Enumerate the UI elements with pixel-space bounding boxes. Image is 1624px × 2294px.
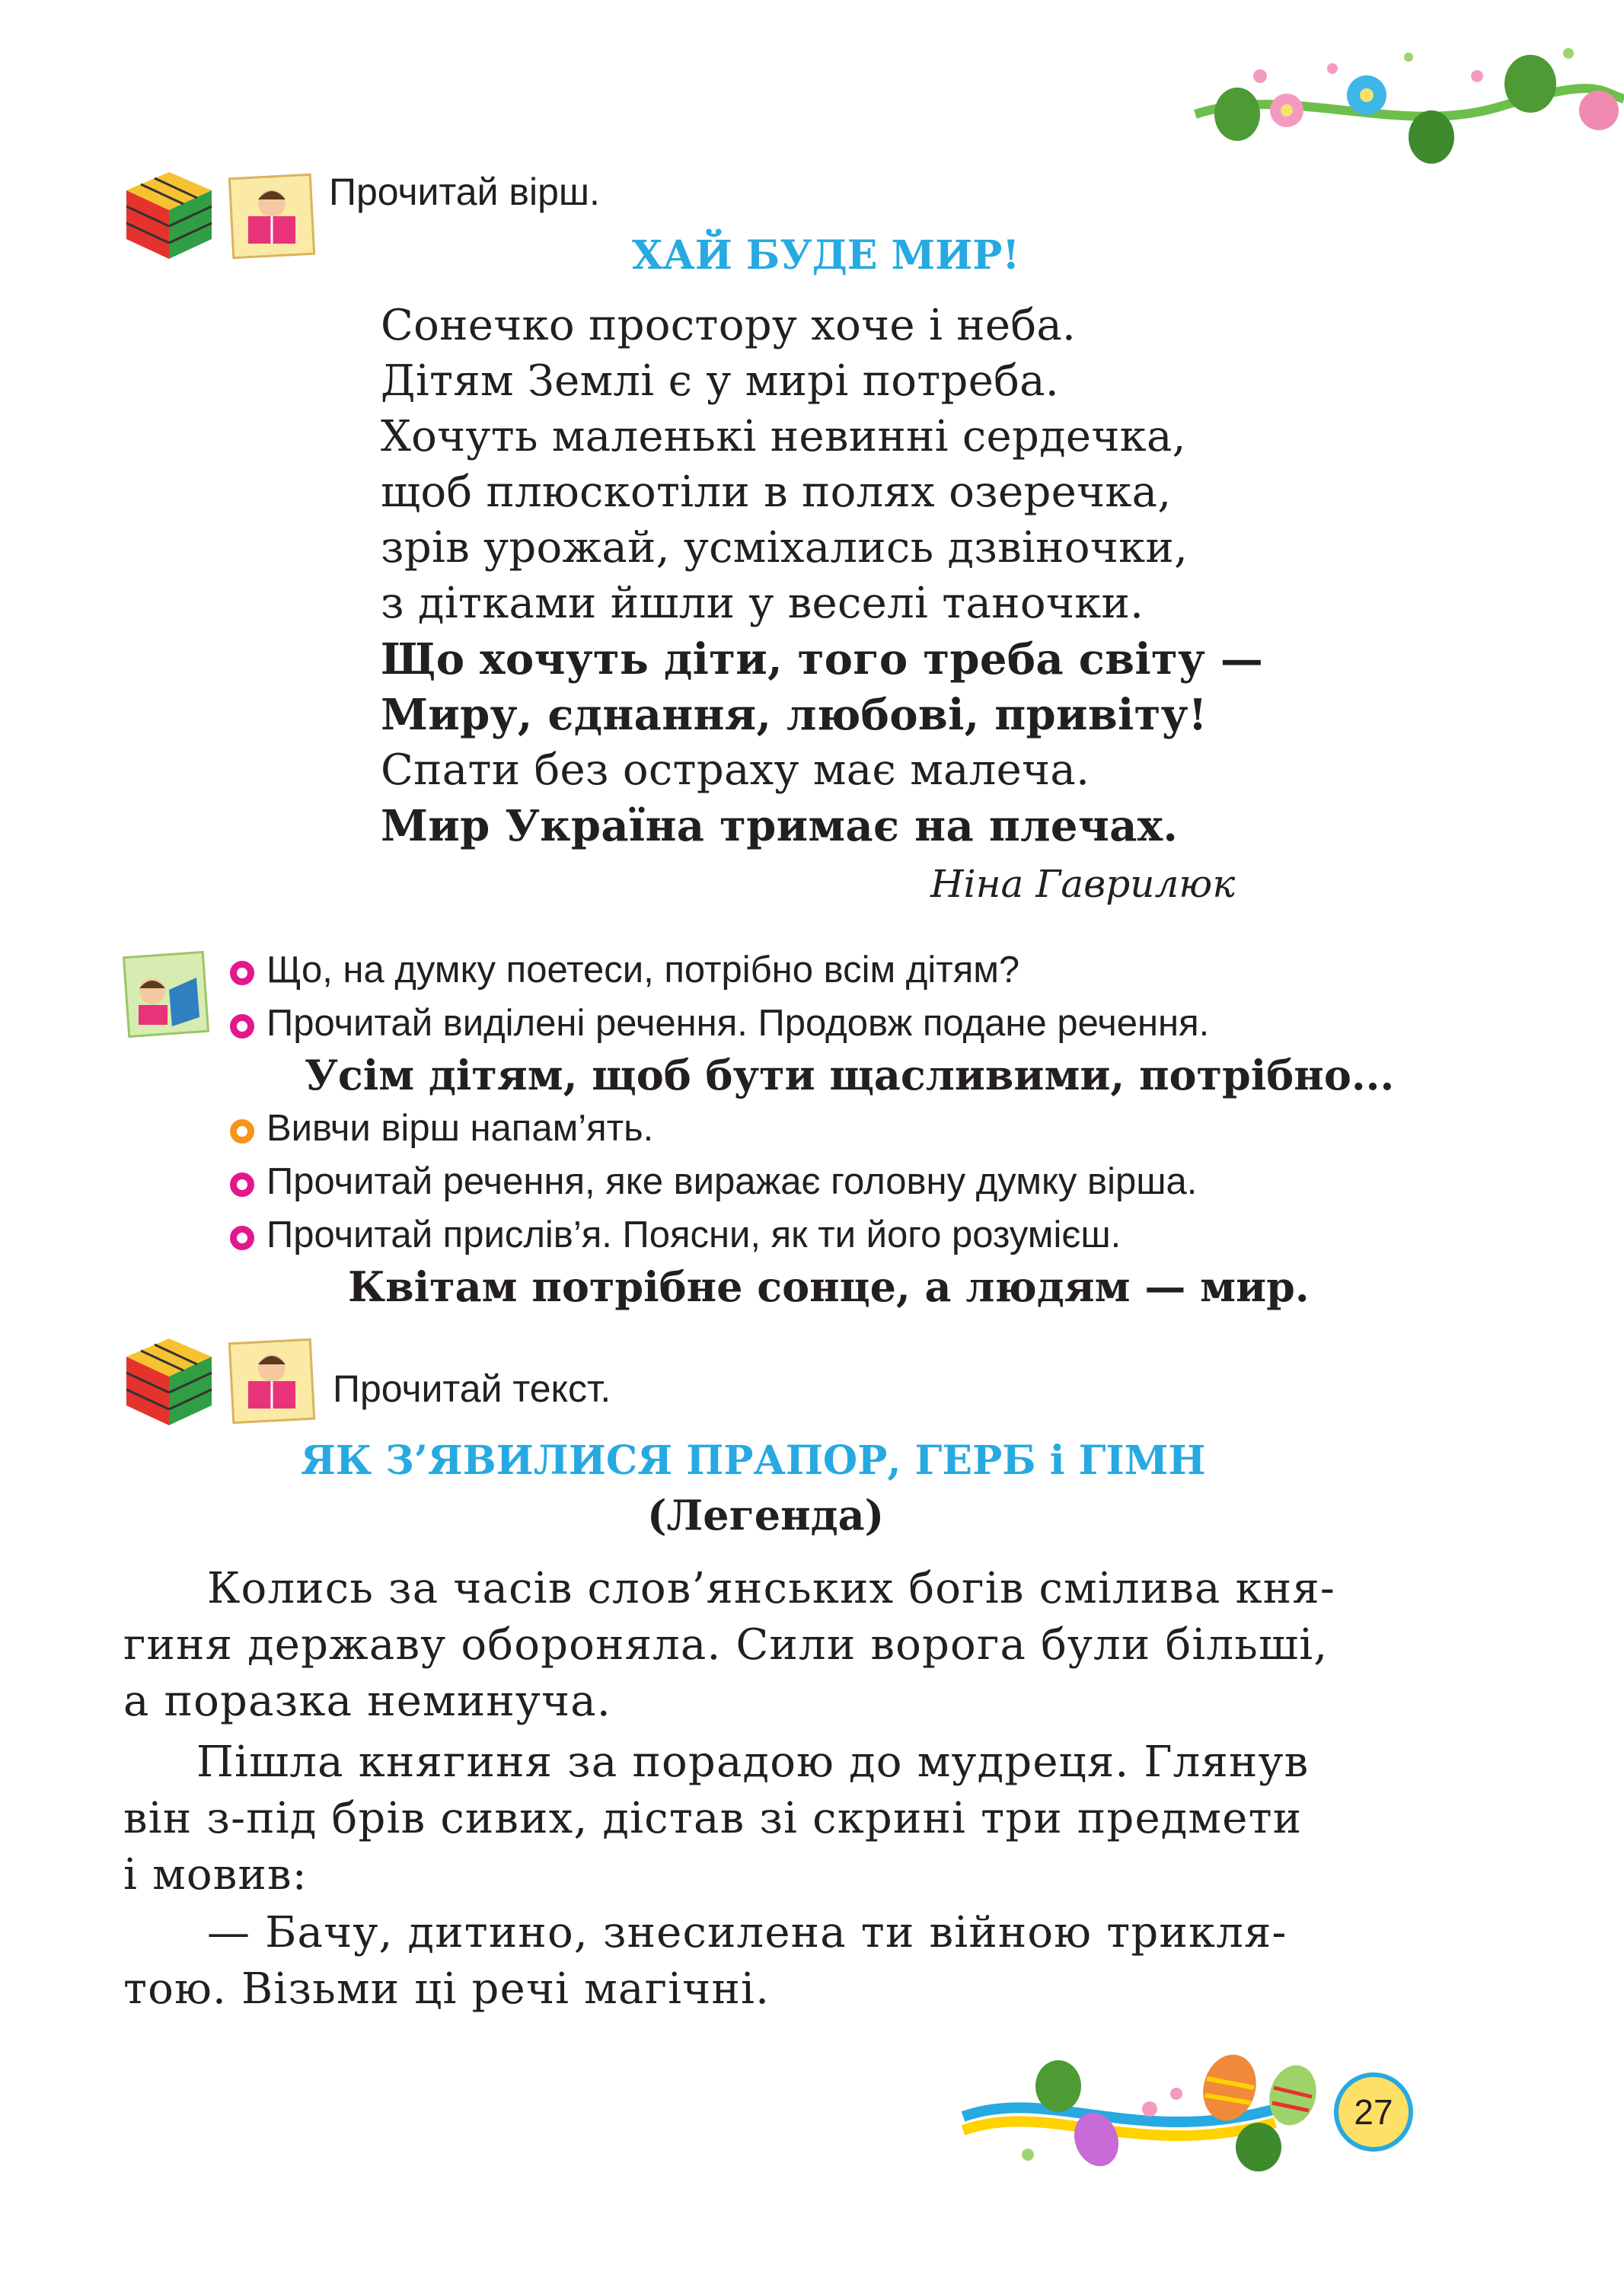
continue-sentence: Усім дітям, щоб бути щасливими, потрібно... — [305, 1051, 1395, 1099]
poem-title: ХАЙ БУДЕ МИР! — [632, 232, 1020, 279]
legend-line: тою. Візьми ці речі магічні. — [123, 1964, 771, 2014]
reading-child-icon — [227, 169, 317, 260]
floral-decoration-top — [1173, 23, 1624, 175]
poem-line-bold: Миру, єднання, любові, привіту! — [381, 690, 1208, 740]
easter-decoration-bottom — [956, 2040, 1351, 2178]
poem-line: щоб плюскотіли в полях озеречка, — [381, 467, 1172, 517]
proverb: Квітам потрібне сонце, а людям — мир. — [348, 1262, 1310, 1311]
poem-line: Дітям Землі є у мирі потреба. — [381, 356, 1059, 406]
poem-line-bold: Мир Україна тримає на плечах. — [381, 801, 1179, 851]
poem-line: Сонечко простору хоче і неба. — [381, 301, 1077, 350]
question-item: Що, на думку поетеси, потрібно всім дітям? — [266, 949, 1020, 991]
question-item: Прочитай прислів’я. Поясни, як ти його розумієш. — [266, 1214, 1121, 1255]
task2-instruction: Прочитай текст. — [333, 1367, 611, 1410]
pink-bullet-icon — [230, 1173, 254, 1197]
poem-line: Хочуть маленькі невинні сердечка, — [381, 412, 1186, 461]
legend-line: — Бачу, дитино, знесилена ти війною трикля- — [207, 1908, 1287, 1957]
pink-bullet-icon — [230, 1014, 254, 1039]
question-item: Прочитай виділені речення. Продовж подане речення. — [266, 1003, 1210, 1044]
page-number-badge — [1334, 2072, 1413, 2152]
poem-author: Ніна Гаврилюк — [930, 862, 1236, 906]
pink-bullet-icon — [230, 1226, 254, 1250]
poem-line: з дітками йшли у веселі таночки. — [381, 579, 1144, 628]
poem-line: зрів урожай, усміхались дзвіночки, — [381, 523, 1188, 573]
legend-line: Пішла княгиня за порадою до мудреця. Глянув — [196, 1737, 1310, 1787]
rubiks-cube-icon — [122, 1332, 217, 1431]
task1-instruction: Прочитай вірш. — [329, 171, 600, 213]
question-item: Вивчи вірш напам’ять. — [266, 1108, 654, 1149]
legend-title: ЯК З’ЯВИЛИСЯ ПРАПОР, ГЕРБ і ГІМН — [301, 1437, 1206, 1484]
thinking-child-icon — [122, 944, 209, 1039]
orange-bullet-icon — [230, 1119, 254, 1144]
question-item: Прочитай речення, яке виражає головну думку вірша. — [266, 1161, 1198, 1202]
legend-line: він з-під брів сивих, дістав зі скрині три предмети — [123, 1794, 1303, 1843]
legend-line: гиня державу обороняла. Сили ворога були більші, — [123, 1620, 1329, 1670]
page-number: 27 — [1354, 2092, 1393, 2132]
poem-line: Спати без остраху має малеча. — [381, 745, 1090, 795]
legend-line: Колись за часів слов’янських богів смілива кня- — [207, 1564, 1335, 1613]
pink-bullet-icon — [230, 961, 254, 985]
reading-child-icon — [227, 1334, 317, 1425]
rubiks-cube-icon — [122, 166, 217, 265]
legend-line: і мовив: — [123, 1850, 308, 1900]
legend-subtitle: (Легенда) — [647, 1491, 885, 1539]
poem-line-bold: Що хочуть діти, того треба світу — — [381, 634, 1264, 684]
legend-line: а поразка неминуча. — [123, 1677, 611, 1726]
